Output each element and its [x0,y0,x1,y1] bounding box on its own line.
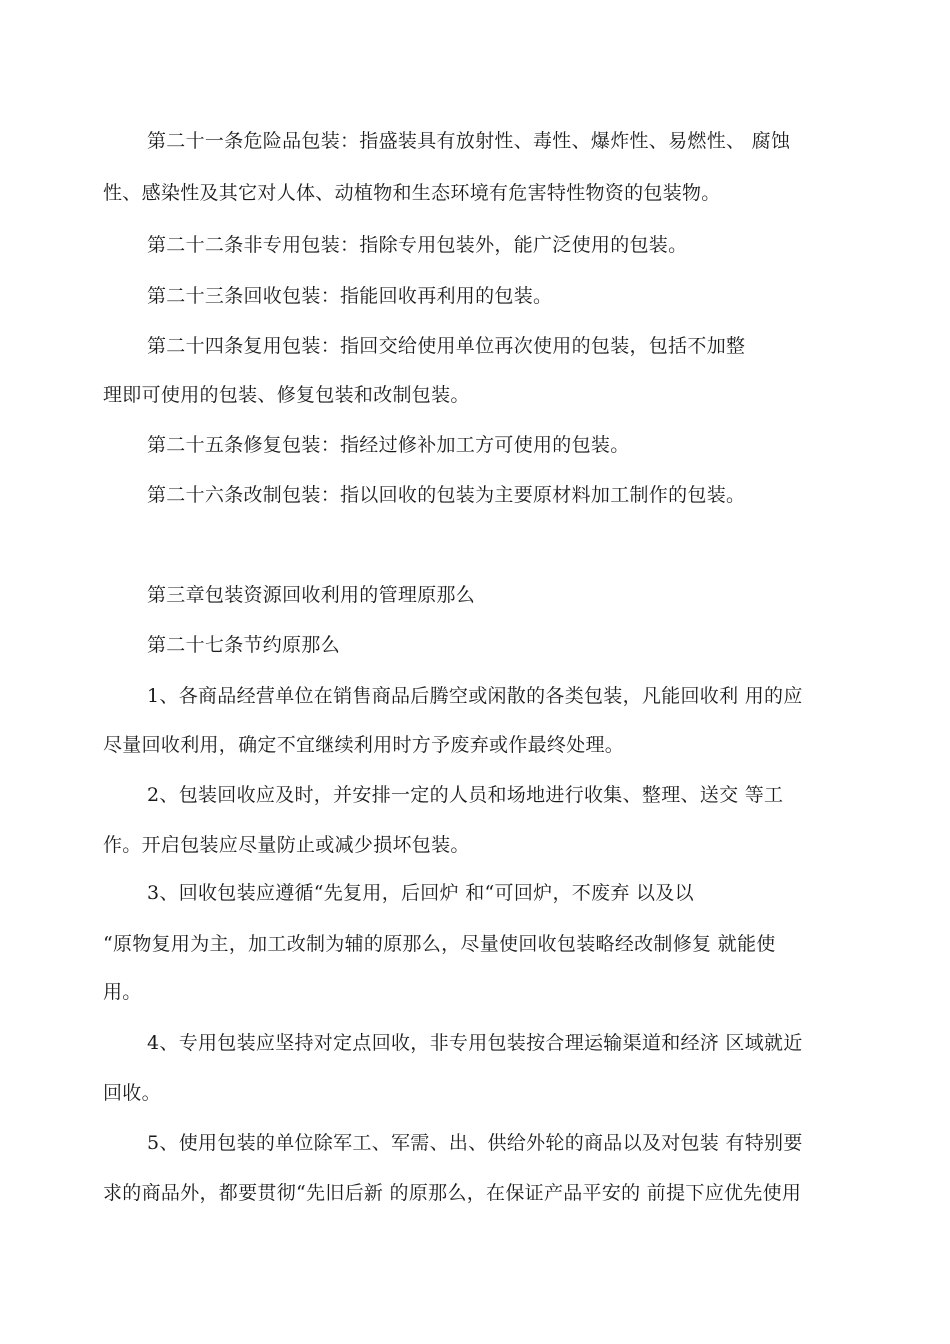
item-1-start: 1、各商品经营单位在销售商品后腾空或闲散的各类包装，凡能回收利 用的应 [147,685,803,707]
item-3-cont: “原物复用为主，加工改制为辅的原那么，尽量使回收包装略经改制修复 就能使 [103,933,776,955]
text-line-27-heading: 第二十七条节约原那么 [147,634,341,656]
text-line-21-start: 第二十一条危险品包装：指盛装具有放射性、毒性、爆炸性、易燃性、 腐蚀 [147,130,791,152]
text-line-21-cont: 性、感染性及其它对人体、动植物和生态环境有危害特性物资的包装物。 [103,182,721,204]
item-2-cont: 作。开启包装应尽量防止或减少损坏包装。 [103,834,470,856]
item-3-end: 用。 [103,981,142,1003]
text-line-24-start: 第二十四条复用包装：指回交给使用单位再次使用的包装，包括不加整 [147,335,746,357]
chapter-heading: 第三章包装资源回收利用的管理原那么 [147,584,476,606]
item-5-cont: 求的商品外，都要贯彻“先旧后新 的原那么，在保证产品平安的 前提下应优先使用 [103,1182,802,1204]
text-line-26: 第二十六条改制包装：指以回收的包装为主要原材料加工制作的包装。 [147,484,746,506]
item-4-cont: 回收。 [103,1082,161,1104]
item-1-cont: 尽量回收利用，确定不宜继续利用时方予废弃或作最终处理。 [103,734,625,756]
item-3-start: 3、回收包装应遵循“先复用，后回炉 和“可回炉，不废弃 以及以 [147,882,694,904]
text-line-24-cont: 理即可使用的包装、修复包装和改制包装。 [103,384,470,406]
text-line-25: 第二十五条修复包装：指经过修补加工方可使用的包装。 [147,434,630,456]
item-4-start: 4、专用包装应坚持对定点回收，非专用包装按合理运输渠道和经济 区域就近 [147,1032,803,1054]
text-line-23: 第二十三条回收包装：指能回收再利用的包装。 [147,285,553,307]
text-line-22: 第二十二条非专用包装：指除专用包装外，能广泛使用的包装。 [147,234,688,256]
item-2-start: 2、包装回收应及时，并安排一定的人员和场地进行收集、整理、送交 等工 [147,784,784,806]
item-5-start: 5、使用包装的单位除军工、军需、出、供给外轮的商品以及对包装 有特别要 [147,1132,803,1154]
